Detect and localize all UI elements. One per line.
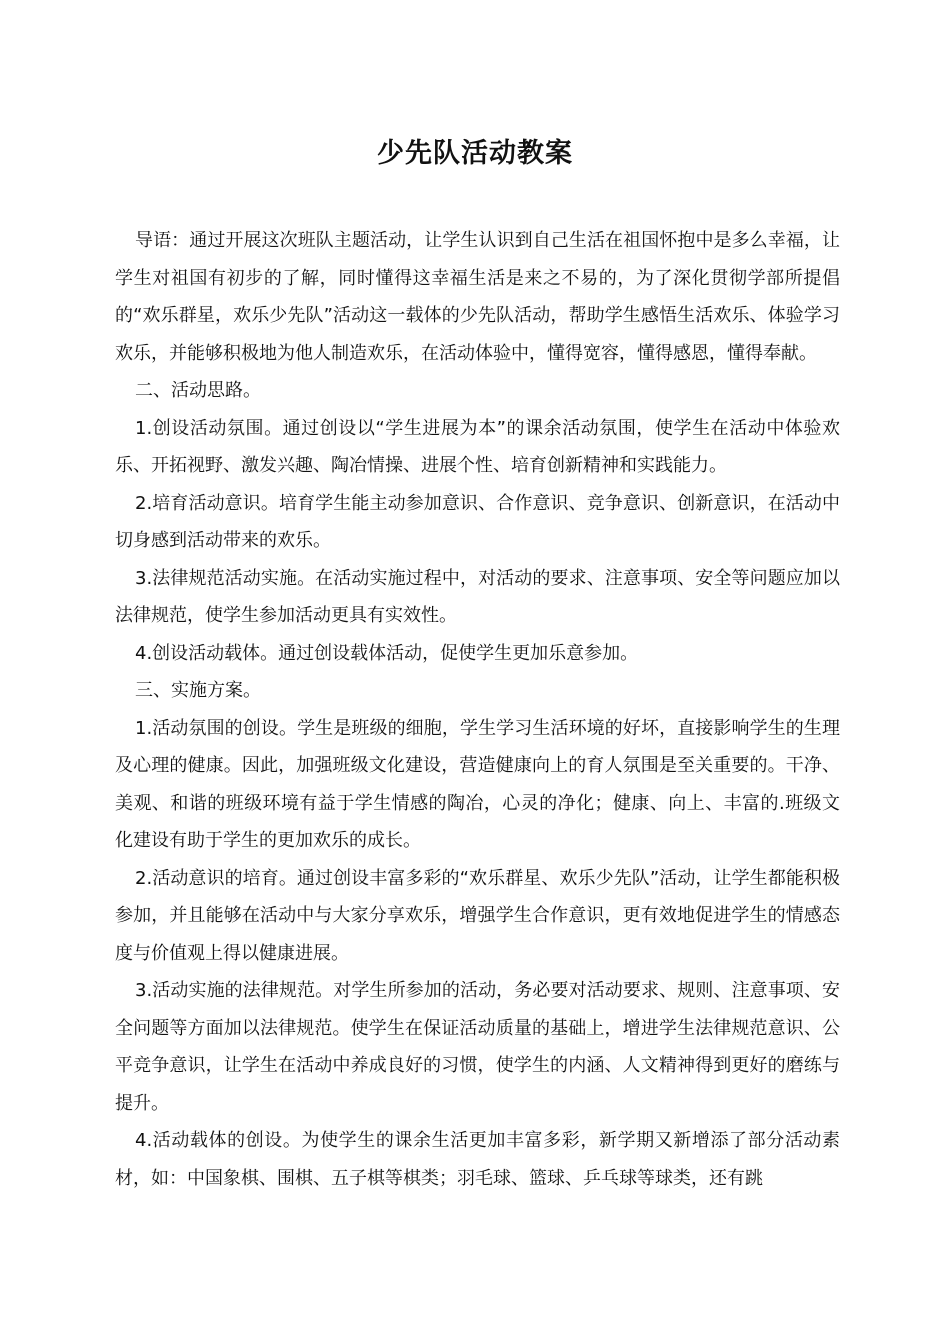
- paragraph: 2.培育活动意识。培育学生能主动参加意识、合作意识、竞争意识、创新意识，在活动中切身感到活动带来的欢乐。: [115, 492, 840, 551]
- section-heading-activity-ideas: 二、活动思路。: [135, 380, 261, 401]
- paragraph: 1.创设活动氛围。通过创设以“学生进展为本”的课余活动氛围，使学生在活动中体验欢乐、开拓视野、激发兴趣、陶冶情操、进展个性、培育创新精神和实践能力。: [115, 417, 840, 476]
- paragraph: 3.法律规范活动实施。在活动实施过程中，对活动的要求、注意事项、安全等问题应加以法律规范，使学生参加活动更具有实效性。: [115, 567, 840, 626]
- section-heading-implementation-plan: 三、实施方案。: [135, 680, 261, 701]
- paragraph: 4.活动载体的创设。为使学生的课余生活更加丰富多彩，新学期又新增添了部分活动素材，如：中国象棋、围棋、五子棋等棋类；羽毛球、篮球、乒乓球等球类，还有跳: [115, 1130, 840, 1189]
- paragraph: 3.活动实施的法律规范。对学生所参加的活动，务必要对活动要求、规则、注意事项、安全问题等方面加以法律规范。使学生在保证活动质量的基础上，增进学生法律规范意识、公平竞争意识，让学生在活动中养成良好的习惯，使学生的内涵、人文精神得到更好的磨练与提升。: [115, 980, 840, 1114]
- paragraph: 4.创设活动载体。通过创设载体活动，促使学生更加乐意参加。: [135, 642, 639, 664]
- paragraph: 2.活动意识的培育。通过创设丰富多彩的“欢乐群星、欢乐少先队”活动，让学生都能积极参加，并且能够在活动中与大家分享欢乐，增强学生合作意识，更有效地促进学生的情感态度与价值观上得以健康进展。: [115, 867, 840, 964]
- document-body: [115, 222, 840, 1197]
- document-title: 少先队活动教案: [377, 138, 573, 169]
- intro-paragraph: 导语：通过开展这次班队主题活动，让学生认识到自己生活在祖国怀抱中是多么幸福，让学生对祖国有初步的了解，同时懂得这幸福生活是来之不易的，为了深化贯彻学部所提倡的“欢乐群星，欢乐少先队”活动这一载体的少先队活动，帮助学生感悟生活欢乐、体验学习欢乐，并能够积极地为他人制造欢乐，在活动体验中，懂得宽容，懂得感恩，懂得奉献。: [115, 230, 840, 364]
- paragraph: 1.活动氛围的创设。学生是班级的细胞，学生学习生活环境的好坏，直接影响学生的生理及心理的健康。因此，加强班级文化建设，营造健康向上的育人氛围是至关重要的。干净、美观、和谐的班级环境有益于学生情感的陶冶，心灵的净化；健康、向上、丰富的.班级文化建设有助于学生的更加欢乐的成长。: [115, 717, 840, 851]
